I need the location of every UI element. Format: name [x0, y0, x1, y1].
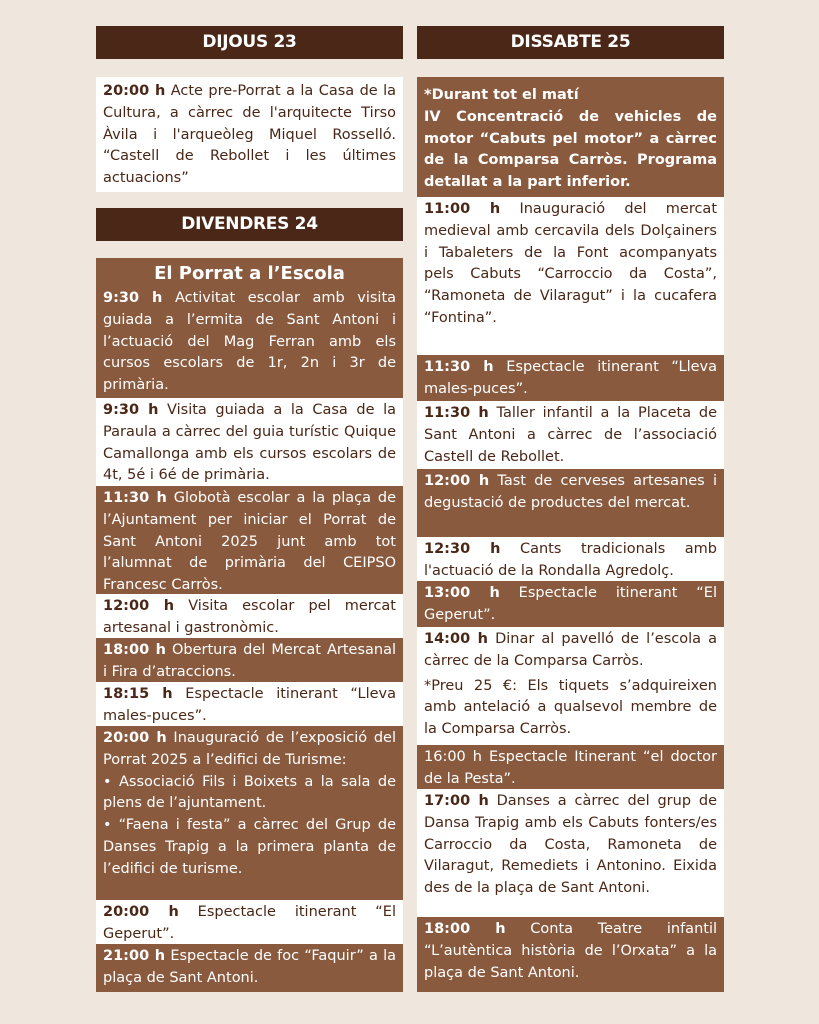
day-header-dijous: DIJOUS 23 — [96, 26, 403, 59]
section-title: El Porrat a l’Escola — [154, 263, 345, 284]
event-note: *Preu 25 €: Els tiquets s’adquireixen amb antelació a qualsevol membre de la Comparsa Carròs. — [424, 677, 717, 738]
event-item — [96, 258, 403, 398]
event-item — [417, 77, 724, 197]
event-time: 14:00 h — [424, 631, 488, 647]
event-text: Dinar al pavelló de l’escola a càrrec de la Comparsa Carròs. — [424, 631, 718, 669]
event-time: 18:15 h — [103, 686, 173, 702]
event-time: 20:00 h — [103, 83, 166, 99]
event-time: 17:00 h — [424, 793, 489, 809]
event-time: 11:00 h — [424, 201, 501, 217]
event-text: Activitat escolar amb visita guiada a l’ermita de Sant Antoni i l’actuació del Mag Ferran amb els cursos escolars de 1r, 2n i 3r de primària. — [103, 290, 397, 394]
event-item — [96, 594, 403, 638]
event-item — [96, 682, 403, 726]
event-time: 9:30 h — [103, 402, 159, 418]
event-note: *Durant tot el matí — [424, 87, 579, 103]
event-item — [417, 581, 724, 627]
event-item — [96, 726, 403, 900]
event-text: Espectacle itinerant “Lleva males-puces”. — [103, 686, 396, 724]
event-item — [417, 537, 724, 581]
event-time: 11:30 h — [424, 359, 494, 375]
event-text: Espectacle itinerant “Lleva males-puces”. — [424, 359, 717, 397]
event-text: Visita escolar pel mercat artesanal i gastronòmic. — [103, 598, 396, 636]
event-time: 12:30 h — [424, 541, 501, 557]
event-item — [96, 944, 403, 992]
event-item — [96, 900, 403, 944]
event-time: 20:00 h — [103, 904, 179, 920]
event-text: Acte pre-Porrat a la Casa de la Cultura, a càrrec de l'arquitecte Tirso Àvila i l'arqueòleg Miquel Rosselló. “Castell de Rebollet i les últimes actuacions” — [103, 83, 397, 187]
event-time: 11:30 h — [103, 490, 167, 506]
event-text: Taller infantil a la Placeta de Sant Antoni a càrrec de l’associació Castell de Rebollet. — [424, 405, 718, 465]
event-time: 9:30 h — [103, 290, 163, 306]
event-item — [96, 486, 403, 594]
event-item — [417, 745, 724, 789]
event-text: Espectacle itinerant “El Geperut”. — [103, 904, 396, 942]
event-text: IV Concentració de vehicles de motor “Cabuts pel motor” a càrrec de la Comparsa Carròs. Programa detallat a la part inferior. — [424, 108, 717, 191]
right-column — [417, 0, 724, 1024]
event-time: 18:00 h — [424, 921, 506, 937]
day-header-divendres: DIVENDRES 24 — [96, 208, 403, 241]
event-item — [417, 627, 724, 745]
event-time: 16:00 h — [424, 749, 482, 765]
event-item — [417, 401, 724, 469]
event-item — [417, 355, 724, 401]
event-text: Tast de cerveses artesanes i degustació de productes del mercat. — [424, 473, 717, 511]
event-item — [417, 789, 724, 917]
event-text: Inauguració del mercat medieval amb cercavila dels Dolçainers i Tabaleters de la Font acompanyats pels Cabuts “Carroccio da Costa”, “Ramoneta de Vilaragut” i la cucafera “Fontina”. — [424, 201, 718, 326]
event-text: Danses a càrrec del grup de Dansa Trapig amb els Cabuts fonters/es Carroccio da Costa, Ramoneta de Vilaragut, Remediets i Antonino. Eixida des de la plaça de Sant Antoni. — [424, 793, 718, 897]
event-time: 18:00 h — [103, 642, 166, 658]
event-item — [96, 77, 403, 192]
event-text: Conta Teatre infantil “L’autèntica història de l’Orxata” a la plaça de Sant Antoni. — [424, 921, 718, 981]
event-time: 12:00 h — [424, 473, 490, 489]
event-text: Visita guiada a la Casa de la Paraula a càrrec del guia turístic Quique Camallonga amb els cursos escolars de 4t, 5é i 6é de primària. — [103, 402, 397, 484]
event-time: 21:00 h — [103, 948, 166, 964]
event-text: Espectacle itinerant “El Geperut”. — [424, 585, 717, 623]
bullet-item: • Associació Fils i Boixets a la sala de plens de l’ajuntament. — [103, 773, 396, 812]
bullet-item: • “Faena i festa” a càrrec del Grup de Danses Trapig a la primera planta de l’edifici de turisme. — [103, 817, 396, 877]
event-item — [96, 638, 403, 682]
event-item — [417, 917, 724, 992]
event-text: Espectacle de foc “Faquir” a la plaça de Sant Antoni. — [103, 948, 396, 986]
event-text: Espectacle Itinerant “el doctor de la Pesta”. — [424, 749, 718, 787]
day-header-dissabte: DISSABTE 25 — [417, 26, 724, 59]
event-item — [417, 197, 724, 355]
event-time: 11:30 h — [424, 405, 489, 421]
event-text: Cants tradicionals amb l'actuació de la Rondalla Agredolç. — [424, 541, 717, 579]
event-text: Globotà escolar a la plaça de l’Ajuntament per iniciar el Porrat de Sant Antoni 2025 junt amb tot l’alumnat de primària del CEIPSO Francesc Carròs. — [103, 490, 396, 594]
event-text: Inauguració de l’exposició del Porrat 2025 a l’edifici de Turisme: — [103, 730, 397, 768]
left-column — [96, 0, 403, 1024]
event-time: 12:00 h — [103, 598, 175, 614]
event-text: Obertura del Mercat Artesanal i Fira d’atraccions. — [103, 642, 397, 680]
event-item — [96, 398, 403, 486]
event-time: 20:00 h — [103, 730, 167, 746]
event-item — [417, 469, 724, 537]
event-time: 13:00 h — [424, 585, 500, 601]
